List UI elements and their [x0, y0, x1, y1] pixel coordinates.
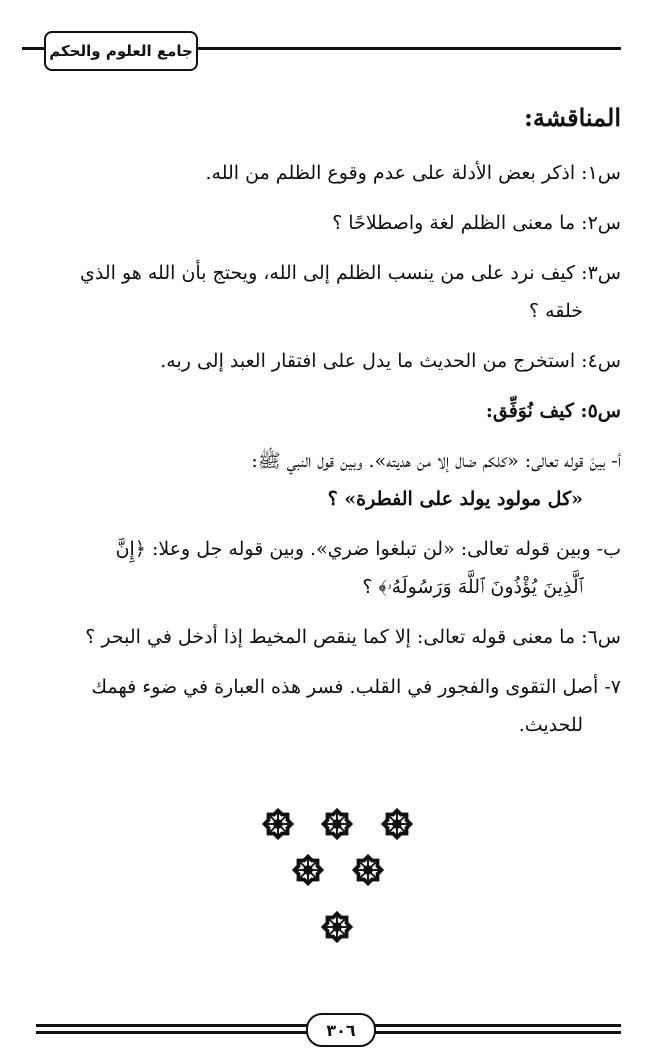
ornament-icon [318, 908, 356, 946]
question-3 [22, 254, 621, 330]
ornament-cluster [0, 800, 651, 960]
question-5a-line-1: أ- بينَ قوله تعالى: «كلكم ضال إلا من هديته». وبين قول النبي ﷺ: [251, 450, 621, 472]
question-5: س٥: كيف نُوَفِّق: [485, 400, 621, 422]
question-4: س٤: استخرج من الحديث ما يدل على افتقار العبد إلى ربه. [160, 350, 621, 372]
question-7-line-2: للحديث. [518, 714, 583, 736]
ornament-icon [259, 805, 297, 843]
question-7-line-1: ٧- أصل التقوى والفجور في القلب. فسر هذه العبارة في ضوء فهمك [91, 676, 621, 698]
page-number-badge [306, 1013, 376, 1047]
question-5b-line-1: ب- وبين قوله تعالى: «لن تبلغوا ضري». وبين قوله جل وعلا: ﴿إِنَّ [115, 538, 621, 560]
running-header-title: جامع العلوم والحكم [49, 42, 193, 60]
running-header [44, 31, 198, 71]
question-6: س٦: ما معنى قوله تعالى: إلا كما ينقص المخيط إذا أدخل في البحر ؟ [85, 626, 621, 648]
ornament-icon [318, 805, 356, 843]
question-1: س١: اذكر بعض الأدلة على عدم وقوع الظلم من الله. [205, 162, 621, 184]
question-5a-line-2: «كل مولود يولد على الفطرة» ؟ [327, 488, 583, 510]
ornament-icon [289, 851, 327, 889]
question-5a [22, 442, 621, 518]
question-5b [22, 530, 621, 606]
question-7 [22, 668, 621, 744]
question-5b-line-2: ٱلَّذِينَ يُؤْذُونَ ٱللَّهَ وَرَسُولَهُۥ﴾ ؟ [362, 576, 583, 598]
section-title: المناقشة: [523, 103, 621, 132]
page-number: ٣٠٦ [326, 1020, 356, 1040]
question-2: س٢: ما معنى الظلم لغة واصطلاحًا ؟ [332, 212, 621, 234]
page-body [22, 98, 621, 756]
ornament-icon [378, 805, 416, 843]
question-3-line-1: س٣: كيف نرد على من ينسب الظلم إلى الله، ويحتج بأن الله هو الذي [80, 262, 621, 284]
ornament-icon [349, 851, 387, 889]
question-3-line-2: خلقه ؟ [529, 300, 583, 322]
